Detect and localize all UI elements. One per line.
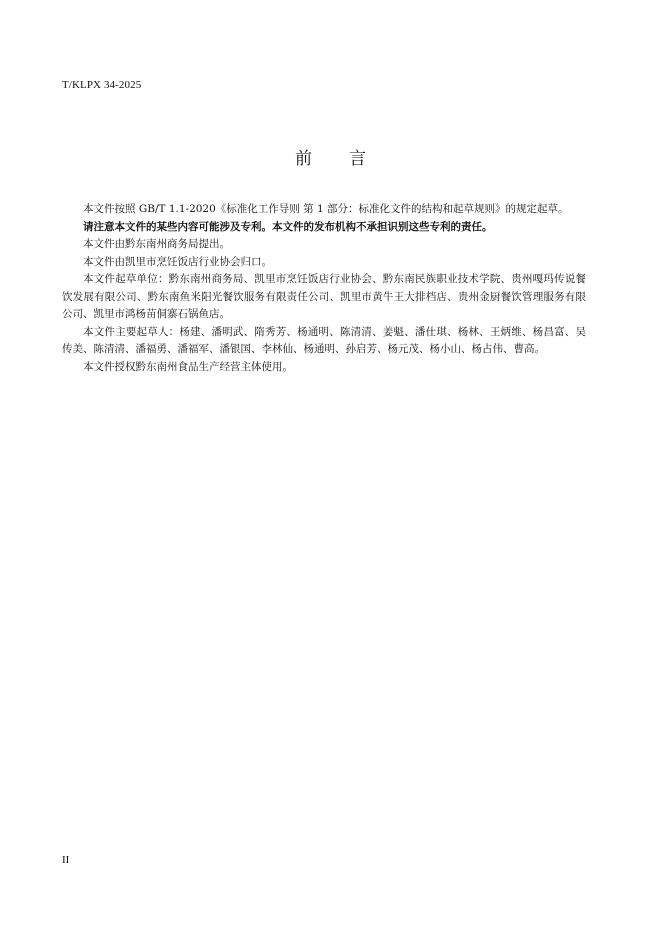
title-char-1: 前 <box>295 149 313 169</box>
page-title <box>0 144 662 169</box>
paragraph-centralized-by: 本文件由凯里市烹饪饭店行业协会归口。 <box>83 255 272 268</box>
document-number: T/KLPX 34-2025 <box>62 79 142 91</box>
paragraph-authorization: 本文件授权黔东南州食品生产经营主体使用。 <box>83 360 293 373</box>
paragraph-proposer: 本文件由黔东南州商务局提出。 <box>83 238 230 250</box>
foreword-body <box>62 201 586 376</box>
paragraph-drafting-units: 本文件起草单位：黔东南州商务局、凯里市烹饪饭店行业协会、黔东南民族职业技术学院、贵州嘎玛传说餐饮发展有限公司、黔东南鱼米阳光餐饮服务有限责任公司、凯里市黄牛王大排档店、贵州金厨餐饮管理服务有限公司、凯里市鸿杨苗侗寨石锅鱼店。 <box>62 273 586 320</box>
paragraph-patent-notice: 请注意本文件的某些内容可能涉及专利。本文件的发布机构不承担识别这些专利的责任。 <box>83 220 493 233</box>
paragraph-drafting-basis: 本文件按照 GB/T 1.1-2020《标准化工作导则 第 1 部分：标准化文件的结构和起草规则》的规定起草。 <box>83 203 569 215</box>
paragraph-drafters: 本文件主要起草人：杨建、潘明武、隋秀芳、杨通明、陈清清、姜魁、潘仕琪、杨林、王炳维、杨昌富、吴传美、陈清清、潘福勇、潘福军、潘银国、李林仙、杨通明、孙启芳、杨元茂、杨小山、杨占伟、曹高。 <box>62 325 586 355</box>
title-char-2: 言 <box>349 149 367 169</box>
page-number: II <box>62 854 70 866</box>
